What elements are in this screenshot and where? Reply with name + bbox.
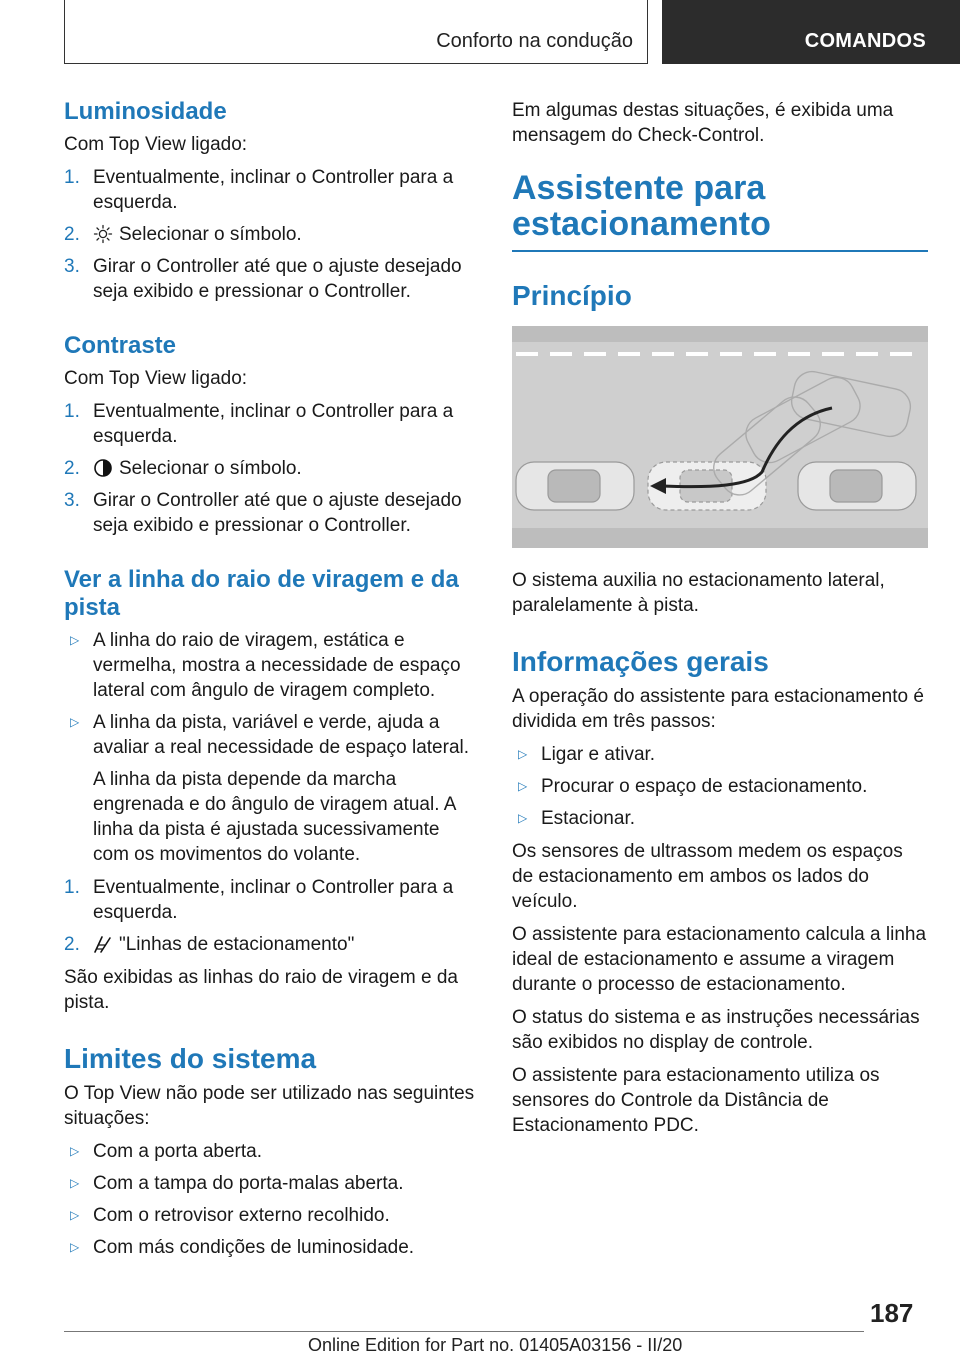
footer-edition: Online Edition for Part no. 01405A03156 - II/20 — [308, 1335, 683, 1355]
parked-car-left — [516, 462, 634, 510]
footer-divider — [64, 1331, 864, 1332]
parking-illustration — [512, 326, 928, 548]
paragraph: Os sensores de ultrassom medem os espaços de estacionamento em ambos os lados do veículo. — [512, 841, 903, 912]
list-item: 2. Selecionar o símbolo. — [64, 458, 302, 479]
lines-bullets — [64, 628, 480, 867]
lum-intro: Com Top View ligado: — [64, 134, 248, 155]
left-column — [64, 98, 480, 1268]
list-item: 1. Eventualmente, inclinar o Controller para a esquerda. — [64, 167, 454, 213]
header-section-title: Conforto na condução — [436, 30, 633, 52]
heading-principio: Princípio — [512, 280, 632, 311]
heading-luminosidade: Luminosidade — [64, 98, 227, 125]
limits-bullets — [64, 1139, 480, 1260]
heading-informacoes-gerais: Informações gerais — [512, 646, 769, 677]
list-item: 1. Eventualmente, inclinar o Controller para a esquerda. — [64, 401, 454, 447]
parking-lines-icon — [93, 934, 113, 954]
page-number: 187 — [870, 1298, 914, 1328]
header-section-box — [64, 0, 648, 64]
heading-linha-viragem: Ver a linha do raio de viragem e da pista — [64, 566, 459, 621]
heading-limites: Limites do sistema — [64, 1043, 317, 1074]
list-item: 3. Girar o Controller até que o ajuste desejado seja exibido e pressionar o Controller. — [64, 256, 462, 302]
list-item: ▷ Com a tampa do porta-malas aberta. — [70, 1173, 404, 1194]
lines-steps — [64, 875, 480, 957]
list-item: 2. Selecionar o símbolo. — [64, 224, 302, 245]
heading-assistente: Assistente para estacionamento — [512, 170, 928, 252]
paragraph: O assistente para estacionamento calcula a linha ideal de estacionamento e assume a viragem durante o processo de estacionamento. — [512, 924, 927, 995]
parked-car-right — [798, 462, 916, 510]
list-item: ▷ A linha do raio de viragem, estática e vermelha, mostra a necessidade de espaço lateral com ângulo de viragem completo. — [70, 630, 461, 701]
list-item: 2. "Linhas de estacionamento" — [64, 934, 355, 955]
brightness-icon — [93, 224, 113, 244]
bullet-subtext: A linha da pista depende da marcha engrenada e do ângulo de viragem atual. A linha da pista é ajustada sucessivamente com os movimentos do volante. — [93, 769, 456, 865]
general-intro: A operação do assistente para estacionamento é dividida em três passos: — [512, 686, 924, 732]
paragraph: O status do sistema e as instruções necessárias são exibidos no display de controle. — [512, 1007, 920, 1053]
heading-contraste: Contraste — [64, 332, 177, 359]
lum-steps — [64, 165, 480, 304]
header-chapter-tab — [662, 0, 960, 64]
right-column — [512, 98, 928, 1146]
list-item: ▷ Com más condições de luminosidade. — [70, 1237, 415, 1258]
list-item: ▷ Com a porta aberta. — [70, 1141, 262, 1162]
list-item: 1. Eventualmente, inclinar o Controller para a esquerda. — [64, 877, 454, 923]
list-item: 3. Girar o Controller até que o ajuste desejado seja exibido e pressionar o Controller. — [64, 490, 462, 536]
list-item: ▷ Ligar e ativar. — [518, 744, 656, 765]
general-bullets — [512, 742, 928, 831]
lines-outro: São exibidas as linhas do raio de viragem e da pista. — [64, 967, 458, 1013]
principle-text: O sistema auxilia no estacionamento lateral, paralelamente à pista. — [512, 570, 885, 616]
list-item: ▷ Estacionar. — [518, 808, 635, 829]
paragraph: O assistente para estacionamento utiliza os sensores do Controle da Distância de Estacionamento PDC. — [512, 1065, 880, 1136]
list-item: ▷ A linha da pista, variável e verde, ajuda a avaliar a real necessidade de espaço lateral. A linha da pista depende da marcha engrenada e do ângulo de viragem atual. A linha da pista é ajustada sucessivamente com os movimentos do volante. — [64, 710, 480, 867]
contrast-icon — [93, 458, 113, 478]
header-chapter-title: COMANDOS — [804, 30, 926, 52]
limits-intro: O Top View não pode ser utilizado nas seguintes situações: — [64, 1083, 475, 1129]
list-item: ▷ Com o retrovisor externo recolhido. — [70, 1205, 390, 1226]
list-item: ▷ Procurar o espaço de estacionamento. — [518, 776, 868, 797]
check-control-note: Em algumas destas situações, é exibida uma mensagem do Check-Control. — [512, 100, 894, 146]
con-intro: Com Top View ligado: — [64, 368, 248, 389]
con-steps — [64, 399, 480, 538]
